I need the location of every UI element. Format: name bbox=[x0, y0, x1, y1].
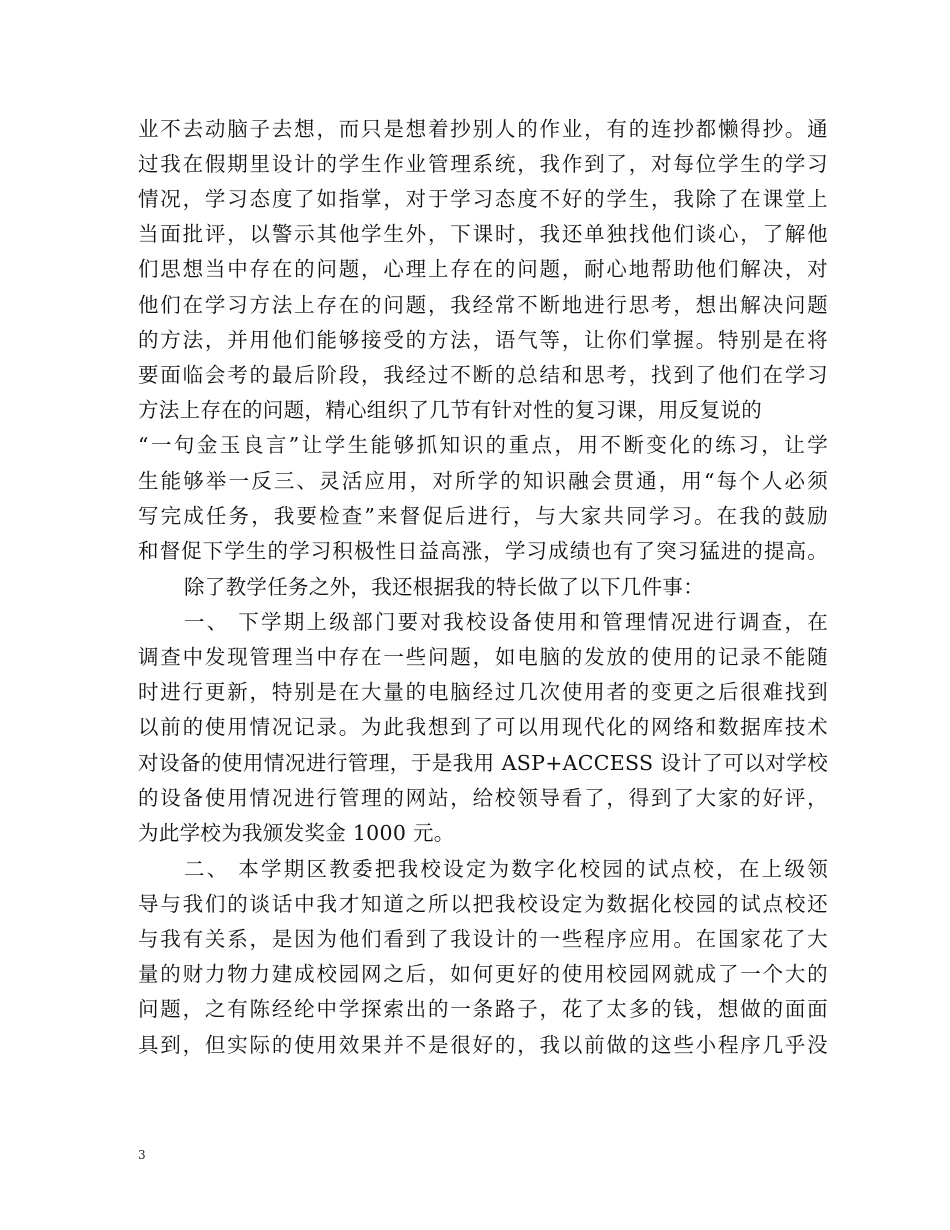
text-line: 调查中发现管理当中存在一些问题，如电脑的发放的使用的记录不能随 bbox=[138, 645, 828, 669]
text-line: 要面临会考的最后阶段，我经过不断的总结和思考，找到了他们在学习 bbox=[138, 363, 828, 387]
text-line: 业不去动脑子去想，而只是想着抄别人的作业，有的连抄都懒得抄。通 bbox=[138, 117, 828, 141]
text-line: 具到，但实际的使用效果并不是很好的，我以前做的这些小程序几乎没 bbox=[138, 1033, 828, 1057]
list-item-1-line: 一、 下学期上级部门要对我校设备使用和管理情况进行调查，在 bbox=[184, 610, 828, 634]
text-line: 写完成任务，我要检查”来督促后进行，与大家共同学习。在我的鼓励 bbox=[138, 504, 828, 528]
text-line: 过我在假期里设计的学生作业管理系统，我作到了，对每位学生的学习 bbox=[138, 152, 828, 176]
text-line: 当面批评，以警示其他学生外，下课时，我还单独找他们谈心，了解他 bbox=[138, 222, 828, 246]
text-line: 量的财力物力建成校园网之后，如何更好的使用校园网就成了一个大的 bbox=[138, 962, 828, 986]
text-line: 以前的使用情况记录。为此我想到了可以用现代化的网络和数据库技术 bbox=[138, 715, 828, 739]
text-line: 时进行更新，特别是在大量的电脑经过几次使用者的变更之后很难找到 bbox=[138, 680, 828, 704]
text-line: 方法上存在的问题，精心组织了几节有针对性的复习课，用反复说的 bbox=[138, 398, 762, 422]
text-line: 情况，学习态度了如指掌，对于学习态度不好的学生，我除了在课堂上 bbox=[138, 187, 828, 211]
text-line: 的设备使用情况进行管理的网站，给校领导看了，得到了大家的好评， bbox=[138, 786, 828, 810]
paragraph-intro-line: 除了教学任务之外，我还根据我的特长做了以下几件事： bbox=[184, 575, 704, 599]
text-line: 为此学校为我颁发奖金 1000 元。 bbox=[138, 821, 455, 845]
text-line: “一句金玉良言”让学生能够抓知识的重点，用不断变化的练习，让学 bbox=[138, 433, 828, 457]
page-number: 3 bbox=[138, 1148, 146, 1162]
text-line: 与我有关系，是因为他们看到了我设计的一些程序应用。在国家花了大 bbox=[138, 927, 828, 951]
text-line: 们思想当中存在的问题，心理上存在的问题，耐心地帮助他们解决，对 bbox=[138, 257, 828, 281]
text-line: 对设备的使用情况进行管理，于是我用 ASP+ACCESS 设计了可以对学校 bbox=[138, 751, 828, 775]
text-line: 和督促下学生的学习积极性日益高涨，学习成绩也有了突习猛进的提高。 bbox=[138, 539, 828, 563]
text-line: 导与我们的谈话中我才知道之所以把我校设定为数据化校园的试点校还 bbox=[138, 892, 828, 916]
text-line: 问题，之有陈经纶中学探索出的一条路子，花了太多的钱，想做的面面 bbox=[138, 997, 828, 1021]
text-line: 的方法，并用他们能够接受的方法，语气等，让你们掌握。特别是在将 bbox=[138, 328, 828, 352]
text-line: 生能够举一反三、灵活应用，对所学的知识融会贯通，用“每个人必须 bbox=[138, 469, 828, 493]
list-item-2-line: 二、 本学期区教委把我校设定为数字化校园的试点校，在上级领 bbox=[184, 857, 828, 881]
text-line: 他们在学习方法上存在的问题，我经常不断地进行思考，想出解决问题 bbox=[138, 293, 828, 317]
